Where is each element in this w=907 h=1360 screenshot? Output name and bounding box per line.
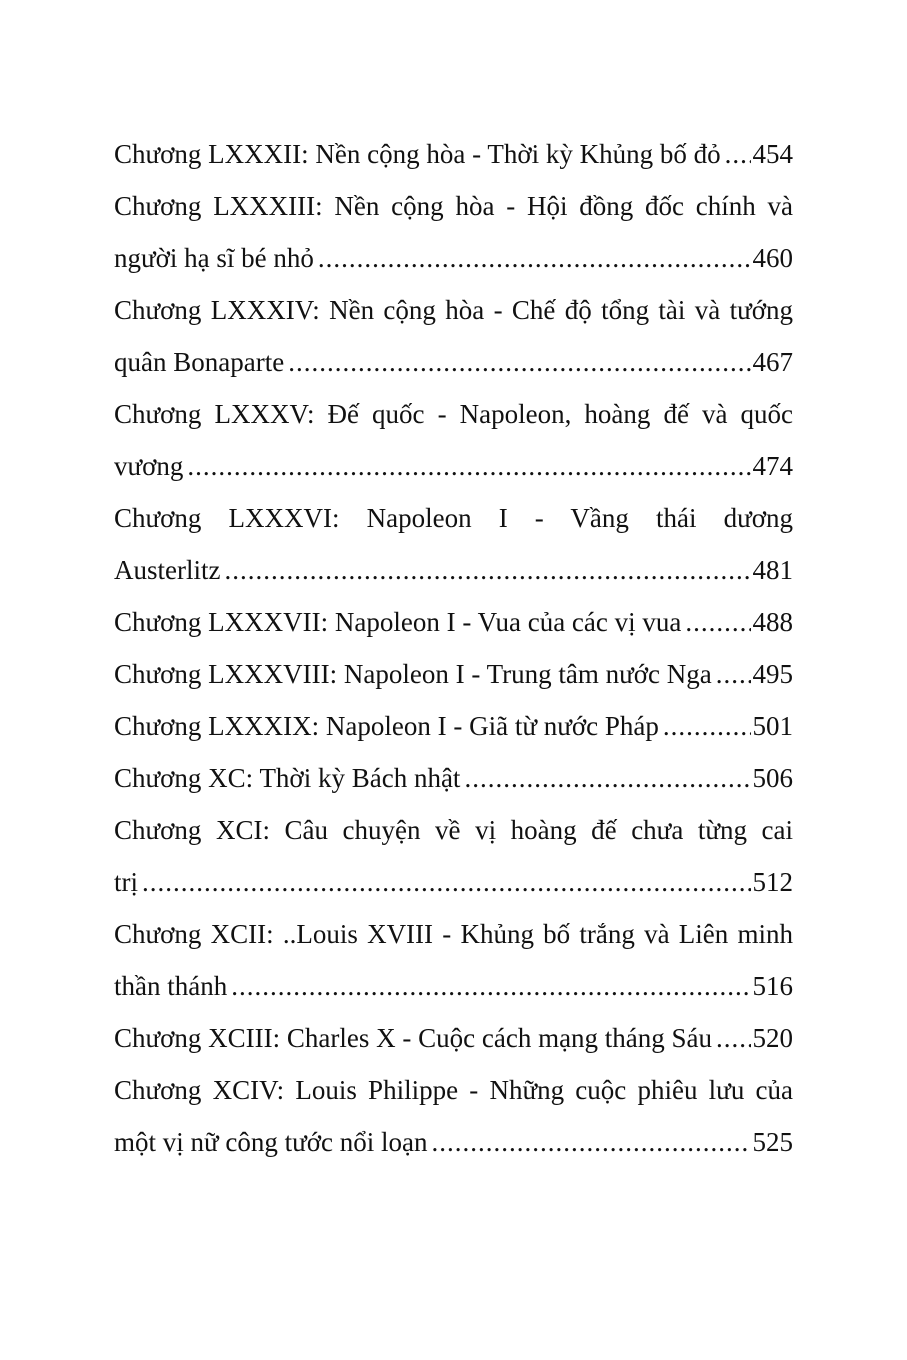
toc-entry[interactable] <box>114 440 793 492</box>
toc-entry-title: người hạ sĩ bé nhỏ <box>114 243 314 273</box>
toc-entry-title-line[interactable]: Chương XCI: Câu chuyện về vị hoàng đế chưa từng cai <box>114 815 793 845</box>
dot-leader <box>685 596 750 648</box>
toc-entry-title-line[interactable]: Chương LXXXV: Đế quốc - Napoleon, hoàng đế và quốc <box>114 399 793 429</box>
dot-leader <box>142 856 751 908</box>
toc-entry-title-line[interactable]: Chương XCII: ..Louis XVIII - Khủng bố trắng và Liên minh <box>114 919 793 949</box>
toc-page-number: 516 <box>752 971 793 1001</box>
toc-page-number: 481 <box>752 555 793 585</box>
toc-page-number: 506 <box>752 763 793 793</box>
toc-entry-title-line[interactable]: Chương LXXXIII: Nền cộng hòa - Hội đồng đốc chính và <box>114 191 793 221</box>
toc-page-number: 525 <box>752 1127 793 1157</box>
toc-entry[interactable] <box>114 856 793 908</box>
toc-entry-title: một vị nữ công tước nổi loạn <box>114 1127 428 1157</box>
toc-entry[interactable] <box>114 1116 793 1168</box>
toc-entry[interactable] <box>114 128 793 180</box>
toc-entry-title: Chương LXXXIX: Napoleon I - Giã từ nước Pháp <box>114 711 659 741</box>
dot-leader <box>432 1116 751 1168</box>
toc-entry-title: Austerlitz <box>114 555 221 585</box>
dot-leader <box>318 232 751 284</box>
toc-page-number: 460 <box>752 243 793 273</box>
toc-entry-title: Chương LXXXII: Nền cộng hòa - Thời kỳ Khủng bố đỏ <box>114 139 721 169</box>
toc-entry-title-line[interactable]: Chương LXXXIV: Nền cộng hòa - Chế độ tổng tài và tướng <box>114 295 793 325</box>
toc-entry-title: Chương XCIII: Charles X - Cuộc cách mạng tháng Sáu <box>114 1023 713 1053</box>
toc-page-number: 512 <box>752 867 793 897</box>
toc-entry-title: Chương LXXXVII: Napoleon I - Vua của các vị vua <box>114 607 682 637</box>
toc-entry[interactable] <box>114 544 793 596</box>
toc-entry-title: trị <box>114 867 138 897</box>
toc-entry[interactable] <box>114 596 793 648</box>
dot-leader <box>725 128 751 180</box>
toc-entry[interactable] <box>114 1012 793 1064</box>
toc-entry[interactable] <box>114 232 793 284</box>
dot-leader <box>663 700 751 752</box>
toc-page-number: 474 <box>752 451 793 481</box>
toc-page-number: 454 <box>752 139 793 169</box>
toc-entry[interactable] <box>114 648 793 700</box>
dot-leader <box>187 440 750 492</box>
dot-leader <box>231 960 750 1012</box>
dot-leader <box>716 648 751 700</box>
toc-entry-title: vương <box>114 451 184 481</box>
toc-page-number: 501 <box>752 711 793 741</box>
dot-leader <box>464 752 750 804</box>
toc-page-number: 520 <box>752 1023 793 1053</box>
toc-entry-title: Chương LXXXVIII: Napoleon I - Trung tâm nước Nga <box>114 659 712 689</box>
toc-entry[interactable] <box>114 960 793 1012</box>
toc-entry[interactable] <box>114 336 793 388</box>
toc-entry-title: Chương XC: Thời kỳ Bách nhật <box>114 763 461 793</box>
dot-leader <box>716 1012 750 1064</box>
toc-entry-title-line[interactable]: Chương LXXXVI: Napoleon I - Vầng thái dương <box>114 503 793 533</box>
dot-leader <box>288 336 750 388</box>
toc-page-number: 488 <box>752 607 793 637</box>
toc-page-number: 495 <box>752 659 793 689</box>
toc-entry[interactable] <box>114 752 793 804</box>
toc-entry-title: quân Bonaparte <box>114 347 285 377</box>
toc-page-number: 467 <box>752 347 793 377</box>
toc-entry[interactable] <box>114 700 793 752</box>
dot-leader <box>224 544 750 596</box>
toc-entry-title-line[interactable]: Chương XCIV: Louis Philippe - Những cuộc phiêu lưu của <box>114 1075 793 1105</box>
table-of-contents <box>114 128 793 1168</box>
toc-entry-title: thần thánh <box>114 971 228 1001</box>
